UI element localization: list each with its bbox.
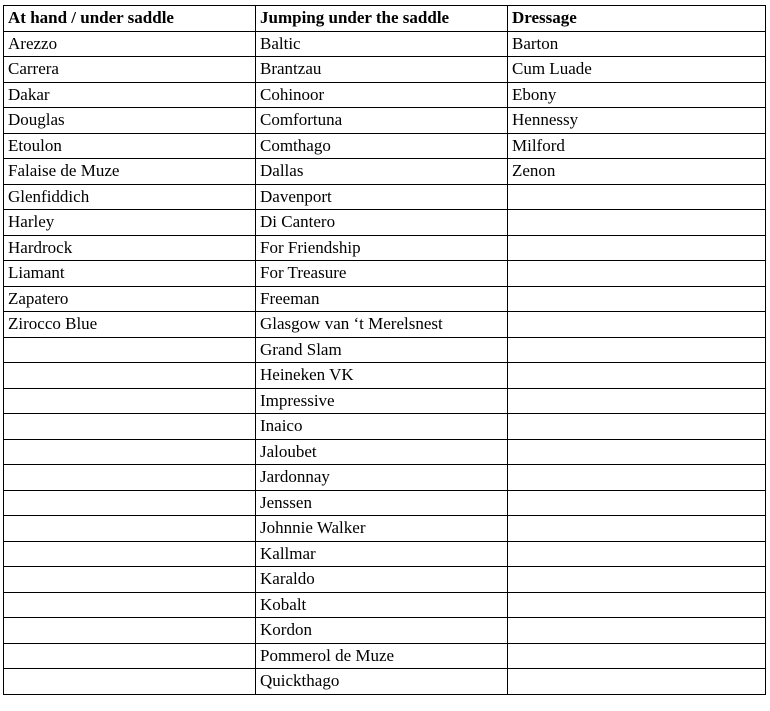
table-row	[4, 337, 766, 363]
at-hand-cell	[4, 465, 256, 491]
dressage-cell	[508, 592, 766, 618]
dressage-cell	[508, 490, 766, 516]
table-row	[4, 414, 766, 440]
jumping-cell: Impressive	[256, 388, 508, 414]
table-row	[4, 363, 766, 389]
dressage-cell: Hennessy	[508, 108, 766, 134]
table-body	[4, 31, 766, 694]
jumping-cell: Jaloubet	[256, 439, 508, 465]
jumping-cell: Johnnie Walker	[256, 516, 508, 542]
dressage-cell	[508, 337, 766, 363]
dressage-cell	[508, 567, 766, 593]
table-row	[4, 490, 766, 516]
header-row	[4, 6, 766, 32]
at-hand-cell: Harley	[4, 210, 256, 236]
jumping-cell: Glasgow van ‘t Merelsnest	[256, 312, 508, 338]
jumping-cell: For Friendship	[256, 235, 508, 261]
table-row	[4, 388, 766, 414]
header-at-hand: At hand / under saddle	[4, 6, 256, 32]
at-hand-cell: Liamant	[4, 261, 256, 287]
jumping-cell: Jardonnay	[256, 465, 508, 491]
dressage-cell: Zenon	[508, 159, 766, 185]
table-row	[4, 592, 766, 618]
dressage-cell	[508, 414, 766, 440]
at-hand-cell: Zirocco Blue	[4, 312, 256, 338]
jumping-cell: Freeman	[256, 286, 508, 312]
table-row	[4, 669, 766, 695]
at-hand-cell	[4, 567, 256, 593]
dressage-cell	[508, 439, 766, 465]
dressage-cell: Barton	[508, 31, 766, 57]
jumping-cell: Dallas	[256, 159, 508, 185]
dressage-cell	[508, 363, 766, 389]
jumping-cell: Comthago	[256, 133, 508, 159]
at-hand-cell: Zapatero	[4, 286, 256, 312]
table-row	[4, 108, 766, 134]
jumping-cell: Karaldo	[256, 567, 508, 593]
at-hand-cell	[4, 414, 256, 440]
dressage-cell	[508, 235, 766, 261]
header-dressage: Dressage	[508, 6, 766, 32]
table-row	[4, 312, 766, 338]
dressage-cell	[508, 669, 766, 695]
dressage-cell	[508, 541, 766, 567]
at-hand-cell: Dakar	[4, 82, 256, 108]
at-hand-cell	[4, 337, 256, 363]
dressage-cell	[508, 210, 766, 236]
jumping-cell: Pommerol de Muze	[256, 643, 508, 669]
table-row	[4, 57, 766, 83]
at-hand-cell: Glenfiddich	[4, 184, 256, 210]
table-row	[4, 31, 766, 57]
jumping-cell: Kordon	[256, 618, 508, 644]
table-row	[4, 618, 766, 644]
at-hand-cell: Douglas	[4, 108, 256, 134]
at-hand-cell	[4, 618, 256, 644]
jumping-cell: Kallmar	[256, 541, 508, 567]
dressage-cell: Ebony	[508, 82, 766, 108]
at-hand-cell	[4, 643, 256, 669]
dressage-cell	[508, 184, 766, 210]
table-row	[4, 235, 766, 261]
at-hand-cell	[4, 439, 256, 465]
horse-discipline-table	[3, 5, 766, 695]
jumping-cell: Grand Slam	[256, 337, 508, 363]
at-hand-cell: Carrera	[4, 57, 256, 83]
at-hand-cell	[4, 592, 256, 618]
at-hand-cell	[4, 516, 256, 542]
dressage-cell	[508, 312, 766, 338]
table-row	[4, 643, 766, 669]
table-row	[4, 210, 766, 236]
jumping-cell: Heineken VK	[256, 363, 508, 389]
table-row	[4, 82, 766, 108]
jumping-cell: Jenssen	[256, 490, 508, 516]
table-row	[4, 184, 766, 210]
at-hand-cell: Hardrock	[4, 235, 256, 261]
jumping-cell: Cohinoor	[256, 82, 508, 108]
jumping-cell: Brantzau	[256, 57, 508, 83]
jumping-cell: For Treasure	[256, 261, 508, 287]
at-hand-cell: Arezzo	[4, 31, 256, 57]
dressage-cell	[508, 286, 766, 312]
at-hand-cell	[4, 669, 256, 695]
dressage-cell	[508, 516, 766, 542]
jumping-cell: Comfortuna	[256, 108, 508, 134]
at-hand-cell	[4, 541, 256, 567]
at-hand-cell	[4, 490, 256, 516]
at-hand-cell	[4, 363, 256, 389]
table-row	[4, 541, 766, 567]
table-row	[4, 159, 766, 185]
dressage-cell	[508, 465, 766, 491]
horse-table-container	[3, 5, 766, 695]
jumping-cell: Di Cantero	[256, 210, 508, 236]
table-row	[4, 567, 766, 593]
dressage-cell	[508, 261, 766, 287]
dressage-cell: Milford	[508, 133, 766, 159]
dressage-cell	[508, 388, 766, 414]
at-hand-cell: Falaise de Muze	[4, 159, 256, 185]
jumping-cell: Baltic	[256, 31, 508, 57]
dressage-cell	[508, 643, 766, 669]
at-hand-cell	[4, 388, 256, 414]
table-row	[4, 133, 766, 159]
table-row	[4, 516, 766, 542]
table-row	[4, 439, 766, 465]
table-row	[4, 465, 766, 491]
dressage-cell: Cum Luade	[508, 57, 766, 83]
jumping-cell: Quickthago	[256, 669, 508, 695]
table-row	[4, 286, 766, 312]
at-hand-cell: Etoulon	[4, 133, 256, 159]
jumping-cell: Kobalt	[256, 592, 508, 618]
jumping-cell: Davenport	[256, 184, 508, 210]
header-jumping: Jumping under the saddle	[256, 6, 508, 32]
dressage-cell	[508, 618, 766, 644]
table-row	[4, 261, 766, 287]
jumping-cell: Inaico	[256, 414, 508, 440]
